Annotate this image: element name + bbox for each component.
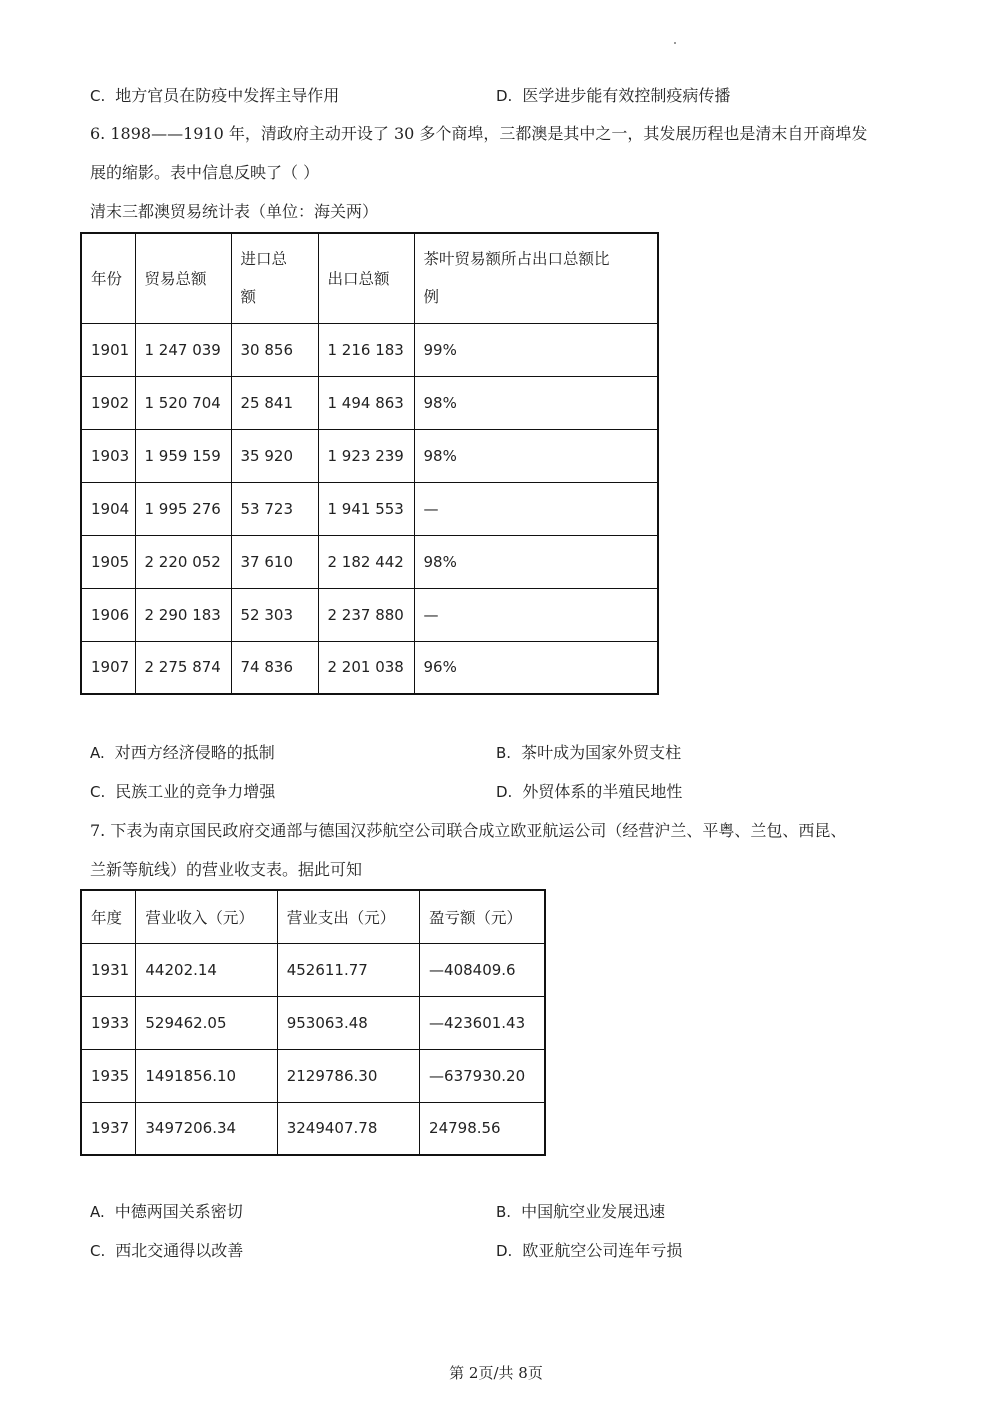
q6-option-c[interactable]: C. 民族工业的竞争力增强 [90, 782, 276, 801]
q6-cell-export: 1 216 183 [318, 323, 414, 376]
table-row [81, 376, 658, 429]
q6-cell-total: 1 247 039 [135, 323, 231, 376]
q6-cell-tea: — [414, 482, 658, 535]
q7-cell-year: 1931 [81, 943, 136, 996]
q6-option-d[interactable]: D. 外贸体系的半殖民地性 [496, 782, 683, 801]
q7-stem-line1: 7. 下表为南京国民政府交通部与德国汉莎航空公司联合成立欧亚航运公司（经营沪兰、平粤、兰包、西昆、 [90, 821, 847, 840]
q6-cell-export: 2 182 442 [318, 535, 414, 588]
q6-table-caption: 清末三都澳贸易统计表（单位：海关两） [90, 202, 379, 221]
q6-cell-import: 74 836 [231, 641, 318, 694]
q6-cell-export: 2 237 880 [318, 588, 414, 641]
table-row [81, 996, 545, 1049]
q6-cell-total: 1 995 276 [135, 482, 231, 535]
q6-cell-import: 25 841 [231, 376, 318, 429]
q7-stem-line2: 兰新等航线）的营业收支表。据此可知 [90, 860, 363, 879]
q6-cell-import: 35 920 [231, 429, 318, 482]
q6-cell-tea: 96% [414, 641, 658, 694]
q6-header-year: 年份 [81, 233, 135, 323]
q7-cell-expense: 3249407.78 [277, 1102, 419, 1155]
q6-cell-export: 1 941 553 [318, 482, 414, 535]
q6-header-import: 进口总 额 [231, 233, 318, 323]
table-row [81, 588, 658, 641]
q7-option-d[interactable]: D. 欧亚航空公司连年亏损 [496, 1241, 683, 1260]
table-row [81, 943, 545, 996]
q6-cell-total: 1 959 159 [135, 429, 231, 482]
q6-cell-year: 1907 [81, 641, 135, 694]
q7-header-income: 营业收入（元） [136, 890, 277, 943]
q7-cell-year: 1935 [81, 1049, 136, 1102]
q6-cell-tea: — [414, 588, 658, 641]
table-row [81, 429, 658, 482]
q6-cell-year: 1904 [81, 482, 135, 535]
q7-cell-income: 3497206.34 [136, 1102, 277, 1155]
q6-cell-year: 1902 [81, 376, 135, 429]
q6-cell-import: 52 303 [231, 588, 318, 641]
q6-cell-export: 2 201 038 [318, 641, 414, 694]
q7-cell-profit: —423601.43 [420, 996, 545, 1049]
q6-cell-tea: 98% [414, 429, 658, 482]
page-number-footer: 第 2页/共 8页 [449, 1364, 543, 1382]
q6-trade-table [80, 232, 659, 695]
q7-cell-income: 1491856.10 [136, 1049, 277, 1102]
q7-cell-year: 1933 [81, 996, 136, 1049]
table-row [81, 1049, 545, 1102]
q6-cell-total: 2 275 874 [135, 641, 231, 694]
q7-header-year: 年度 [81, 890, 136, 943]
q6-cell-export: 1 494 863 [318, 376, 414, 429]
q7-cell-year: 1937 [81, 1102, 136, 1155]
q6-cell-year: 1901 [81, 323, 135, 376]
q7-finance-table [80, 889, 546, 1156]
table-row [81, 1102, 545, 1155]
q6-header-row [81, 233, 658, 323]
q6-header-tea: 茶叶贸易额所占出口总额比 例 [414, 233, 658, 323]
q7-cell-income: 44202.14 [136, 943, 277, 996]
q5-option-d[interactable]: D. 医学进步能有效控制疫病传播 [496, 86, 731, 105]
q7-cell-expense: 953063.48 [277, 996, 419, 1049]
q7-option-c[interactable]: C. 西北交通得以改善 [90, 1241, 244, 1260]
q6-stem-line1: 6. 1898——1910 年，清政府主动开设了 30 多个商埠，三都澳是其中之一，其发展历程也是清末自开商埠发 [90, 124, 868, 143]
q6-cell-tea: 98% [414, 535, 658, 588]
q5-option-c[interactable]: C. 地方官员在防疫中发挥主导作用 [90, 86, 340, 105]
q6-cell-import: 30 856 [231, 323, 318, 376]
q7-cell-expense: 452611.77 [277, 943, 419, 996]
q7-cell-profit: 24798.56 [420, 1102, 545, 1155]
q6-cell-year: 1906 [81, 588, 135, 641]
q7-cell-profit: —408409.6 [420, 943, 545, 996]
q6-cell-total: 2 220 052 [135, 535, 231, 588]
q6-stem-line2: 展的缩影。表中信息反映了（ ） [90, 163, 320, 182]
q6-option-b[interactable]: B. 茶叶成为国家外贸支柱 [496, 743, 682, 762]
q6-cell-year: 1903 [81, 429, 135, 482]
table-row [81, 482, 658, 535]
q7-header-row [81, 890, 545, 943]
q6-cell-tea: 98% [414, 376, 658, 429]
q6-cell-import: 37 610 [231, 535, 318, 588]
q7-option-a[interactable]: A. 中德两国关系密切 [90, 1202, 243, 1221]
q6-cell-total: 2 290 183 [135, 588, 231, 641]
q6-cell-tea: 99% [414, 323, 658, 376]
q7-option-b[interactable]: B. 中国航空业发展迅速 [496, 1202, 666, 1221]
q7-cell-income: 529462.05 [136, 996, 277, 1049]
q6-header-total: 贸易总额 [135, 233, 231, 323]
table-row [81, 323, 658, 376]
table-row [81, 641, 658, 694]
q6-option-a[interactable]: A. 对西方经济侵略的抵制 [90, 743, 275, 762]
q7-cell-profit: —637930.20 [420, 1049, 545, 1102]
q7-header-expense: 营业支出（元） [277, 890, 419, 943]
q7-cell-expense: 2129786.30 [277, 1049, 419, 1102]
q7-header-profit: 盈亏额（元） [420, 890, 545, 943]
table-row [81, 535, 658, 588]
scan-speck [674, 42, 676, 44]
q6-cell-total: 1 520 704 [135, 376, 231, 429]
q6-cell-import: 53 723 [231, 482, 318, 535]
q6-header-export: 出口总额 [318, 233, 414, 323]
q6-cell-export: 1 923 239 [318, 429, 414, 482]
q6-cell-year: 1905 [81, 535, 135, 588]
